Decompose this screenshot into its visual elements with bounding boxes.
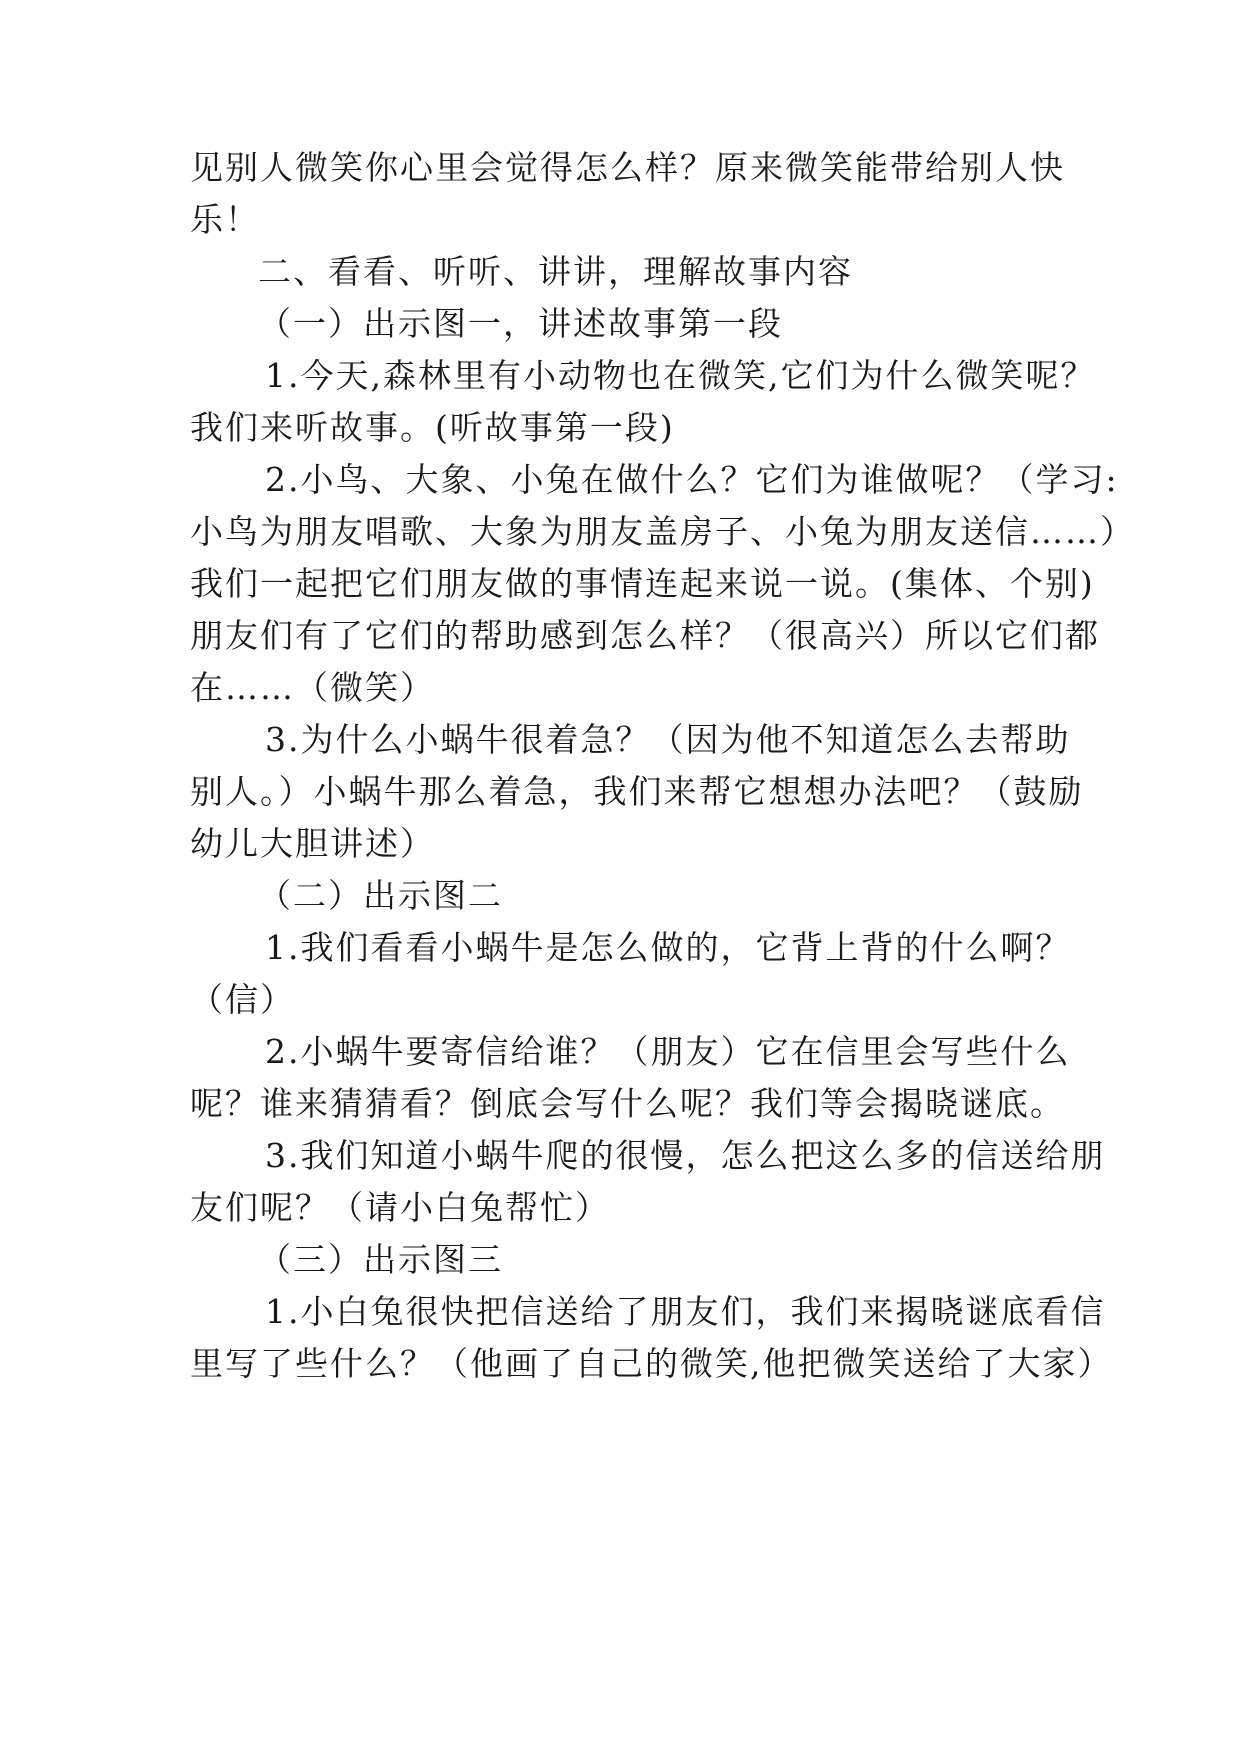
- paragraph-line: 幼儿大胆讲述）: [190, 824, 435, 863]
- subsection-heading: （一）出示图一，讲述故事第一段: [258, 304, 783, 343]
- paragraph-line: 我们来听故事。(听故事第一段): [190, 408, 675, 447]
- paragraph-line: 2.小鸟、大象、小兔在做什么？它们为谁做呢？（学习:: [265, 460, 1119, 499]
- paragraph-line: 友们呢？（请小白兔帮忙）: [190, 1188, 610, 1227]
- paragraph-line: 呢？谁来猜猜看？倒底会写什么呢？我们等会揭晓谜底。: [190, 1084, 1065, 1123]
- paragraph-line: 1.今天,森林里有小动物也在微笑,它们为什么微笑呢？: [265, 356, 1096, 395]
- section-heading: 二、看看、听听、讲讲，理解故事内容: [258, 252, 853, 291]
- paragraph-line: 3.我们知道小蜗牛爬的很慢，怎么把这么多的信送给朋: [265, 1136, 1106, 1175]
- paragraph-line: 别人。）小蜗牛那么着急，我们来帮它想想办法吧？（鼓励: [190, 772, 1084, 811]
- paragraph-line: 1.我们看看小蜗牛是怎么做的，它背上背的什么啊？: [265, 928, 1071, 967]
- paragraph-line: 小鸟为朋友唱歌、大象为朋友盖房子、小兔为朋友送信……）: [190, 512, 1135, 551]
- paragraph-line: 见别人微笑你心里会觉得怎么样？原来微笑能带给别人快: [190, 148, 1065, 187]
- paragraph-line: 3.为什么小蜗牛很着急？（因为他不知道怎么去帮助: [265, 720, 1071, 759]
- paragraph-line: （信）: [190, 980, 295, 1019]
- paragraph-line: 乐！: [190, 200, 260, 239]
- paragraph-line: 里写了些什么？（他画了自己的微笑,他把微笑送给了大家）: [190, 1344, 1113, 1383]
- subsection-heading: （三）出示图三: [258, 1240, 503, 1279]
- paragraph-line: 2.小蜗牛要寄信给谁？（朋友）它在信里会写些什么: [265, 1032, 1071, 1071]
- paragraph-line: 在……（微笑）: [190, 668, 435, 707]
- paragraph-line: 我们一起把它们朋友做的事情连起来说一说。(集体、个别): [190, 564, 1095, 603]
- paragraph-line: 朋友们有了它们的帮助感到怎么样？（很高兴）所以它们都: [190, 616, 1100, 655]
- subsection-heading: （二）出示图二: [258, 876, 503, 915]
- paragraph-line: 1.小白兔很快把信送给了朋友们，我们来揭晓谜底看信: [265, 1292, 1106, 1331]
